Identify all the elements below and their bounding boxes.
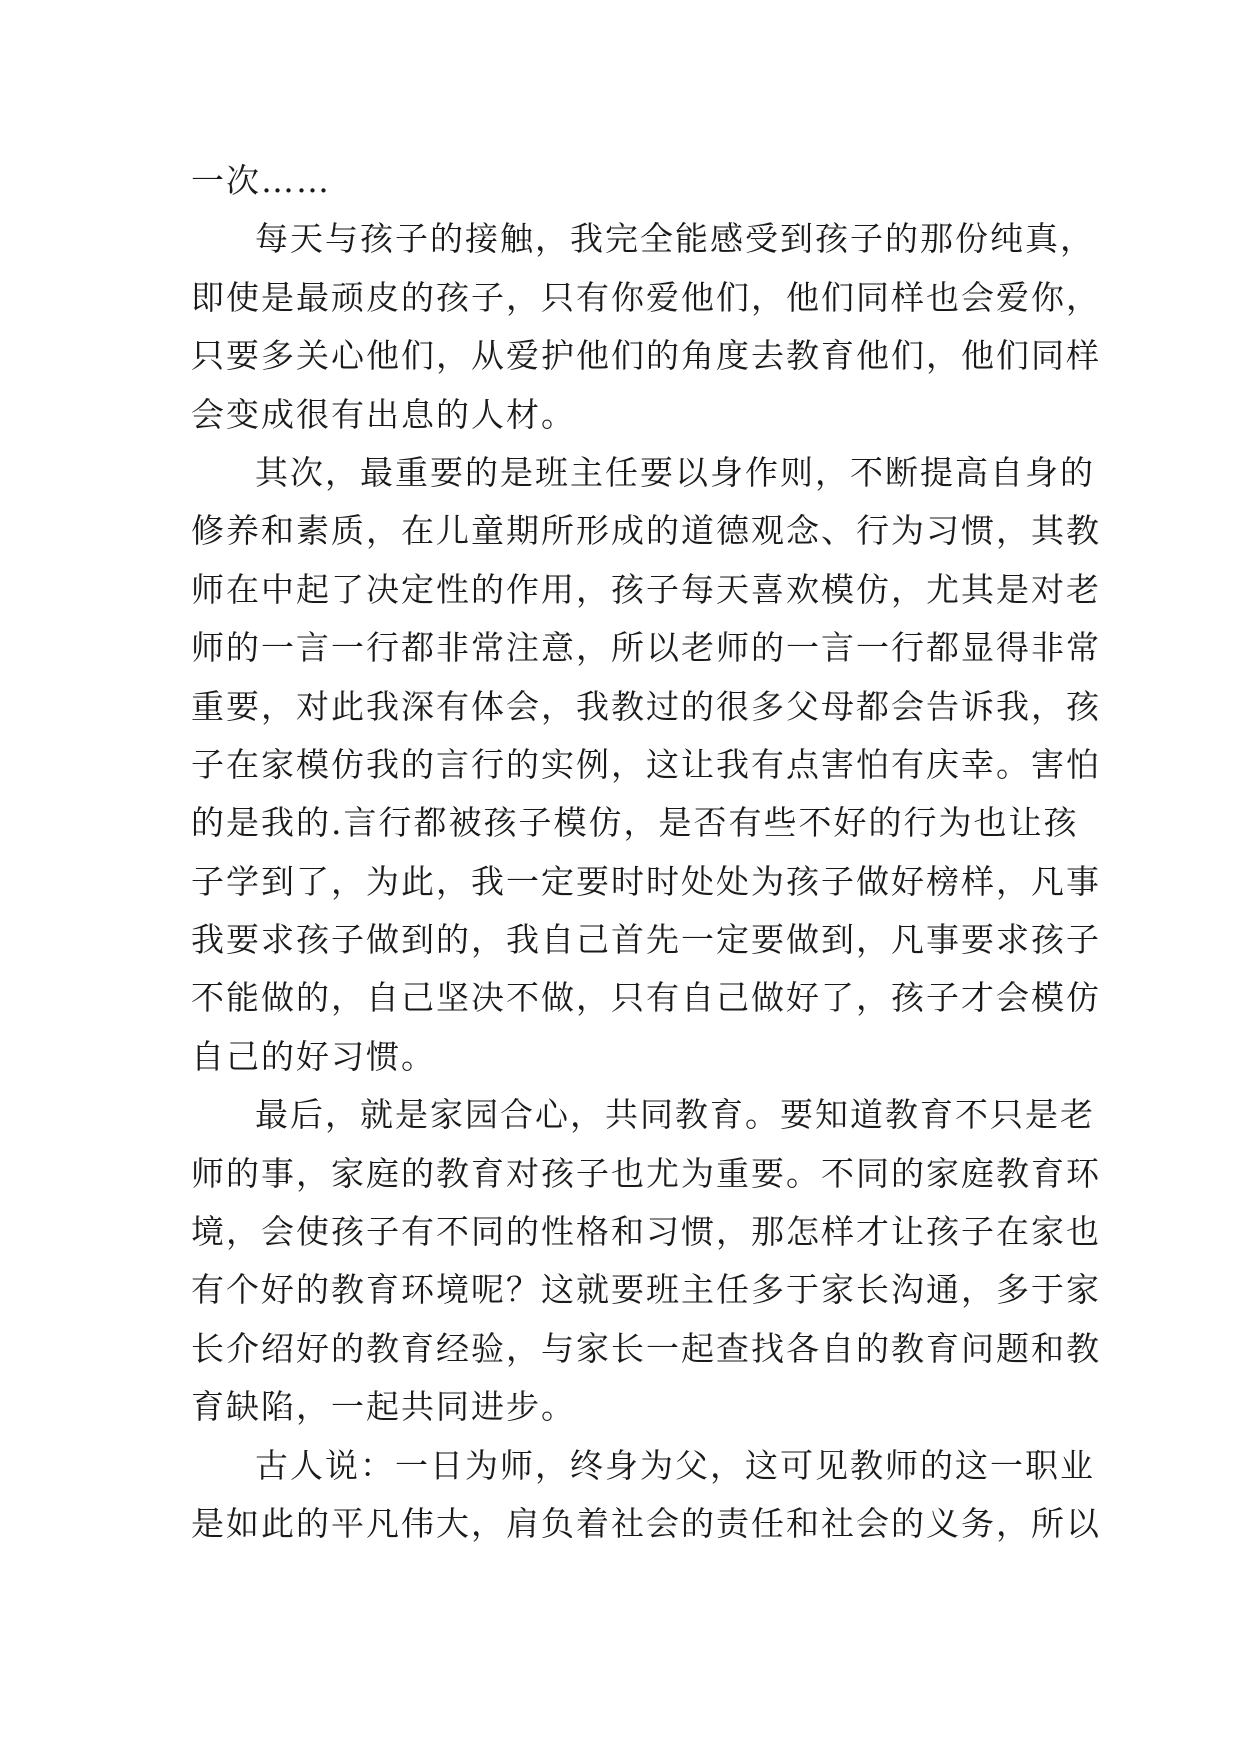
text-line: 子学到了，为此，我一定要时时处处为孩子做好榜样，凡事 [191, 861, 1101, 901]
text-line: 不能做的，自己坚决不做，只有自己做好了，孩子才会模仿 [191, 978, 1101, 1018]
text-line: 修养和素质，在儿童期所形成的道德观念、行为习惯，其教 [191, 511, 1101, 551]
text-line: 师的一言一行都非常注意，所以老师的一言一行都显得非常 [191, 628, 1101, 668]
text-line: 自己的好习惯。 [191, 1036, 436, 1076]
text-line: 师在中起了决定性的作用，孩子每天喜欢模仿，尤其是对老 [191, 569, 1101, 609]
text-line: 古人说：一日为师，终身为父，这可见教师的这一职业 [255, 1445, 1095, 1485]
text-line: 其次，最重要的是班主任要以身作则，不断提高自身的 [255, 452, 1095, 492]
text-line: 长介绍好的教育经验，与家长一起查找各自的教育问题和教 [191, 1328, 1101, 1368]
document-body [191, 152, 1101, 1553]
text-line: 重要，对此我深有体会，我教过的很多父母都会告诉我，孩 [191, 686, 1101, 726]
text-line: 我要求孩子做到的，我自己首先一定要做到，凡事要求孩子 [191, 920, 1101, 960]
text-line: 育缺陷，一起共同进步。 [191, 1387, 576, 1427]
text-line: 的是我的.言行都被孩子模仿，是否有些不好的行为也让孩 [191, 803, 1079, 843]
text-line: 一次…… [191, 161, 331, 200]
text-line: 境，会使孩子有不同的性格和习惯，那怎样才让孩子在家也 [191, 1212, 1101, 1252]
text-line: 即使是最顽皮的孩子，只有你爱他们，他们同样也会爱你， [191, 277, 1101, 317]
text-line: 最后，就是家园合心，共同教育。要知道教育不只是老 [255, 1095, 1095, 1135]
text-line: 师的事，家庭的教育对孩子也尤为重要。不同的家庭教育环 [191, 1153, 1101, 1193]
text-line: 是如此的平凡伟大，肩负着社会的责任和社会的义务，所以 [191, 1503, 1101, 1543]
text-line: 每天与孩子的接触，我完全能感受到孩子的那份纯真， [255, 219, 1095, 259]
text-line: 有个好的教育环境呢？这就要班主任多于家长沟通，多于家 [191, 1270, 1101, 1310]
text-line: 子在家模仿我的言行的实例，这让我有点害怕有庆幸。害怕 [191, 744, 1101, 784]
text-line: 会变成很有出息的人材。 [191, 394, 576, 434]
text-line: 只要多关心他们，从爱护他们的角度去教育他们，他们同样 [191, 336, 1101, 376]
